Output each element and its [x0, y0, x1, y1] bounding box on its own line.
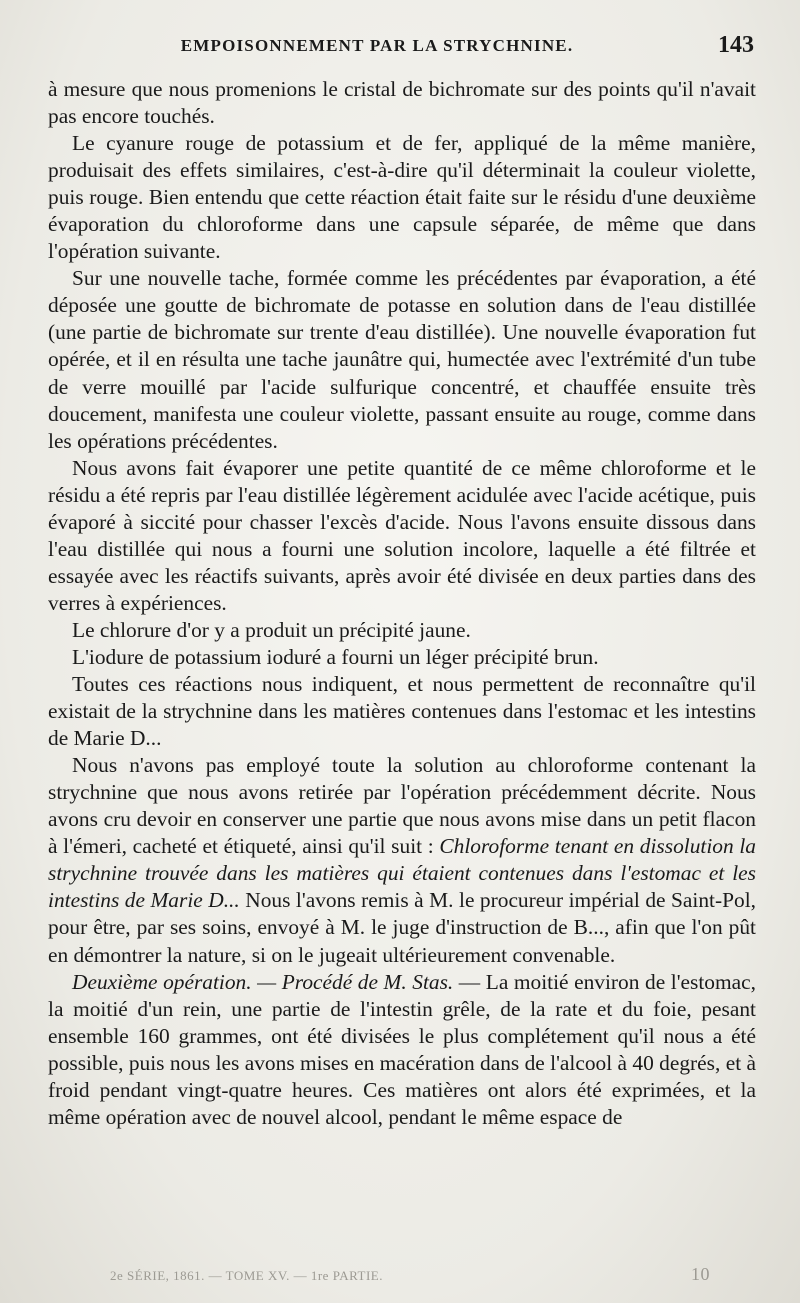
paragraph-8 — [48, 752, 756, 968]
paragraph-9-text: — La moitié environ de l'estomac, la moitié d'un rein, une partie de l'intestin grêle, de la rate et du foie, pesant ensemble 160 grammes, ont été divisées le plus complétement qu'il nous a été possible, puis nous les avons mises en macération dans de l'alcool à 40 degrés, et à froid pendant vingt-quatre heures. Ces matières ont alors été exprimées, et la même opération avec de nouvel alcool, pendant le même espace de — [48, 969, 756, 1129]
page-footer — [110, 1264, 710, 1284]
paragraph-5: Le chlorure d'or y a produit un précipité jaune. — [72, 617, 471, 642]
paragraph-2: Le cyanure rouge de potassium et de fer, appliqué de la même manière, produisait des effets similaires, c'est-à-dire qu'il déterminait la couleur violette, puis rouge. Bien entendu que cette réaction était faite sur le résidu d'une deuxième évaporation du chloroforme dans une capsule séparée, de même que dans l'opération suivante. — [48, 131, 756, 264]
paragraph-7: Toutes ces réactions nous indiquent, et nous permettent de reconnaître qu'il existait de la strychnine dans les matières contenues dans l'estomac et les intestins de Marie D... — [48, 672, 756, 751]
paragraph-6: L'iodure de potassium ioduré a fourni un léger précipité brun. — [72, 644, 599, 669]
page-header — [56, 34, 758, 64]
paragraph-1: à mesure que nous promenions le cristal de bichromate sur des points qu'il n'avait pas encore touchés. — [48, 77, 756, 129]
sheet-number: 10 — [691, 1264, 710, 1284]
printer-signature: 2e SÉRIE, 1861. — TOME XV. — 1re PARTIE. — [110, 1268, 383, 1283]
paragraph-3: Sur une nouvelle tache, formée comme les précédentes par évaporation, a été déposée une goutte de bichromate de potasse en solution dans de l'eau distillée (une partie de bichromate sur trente d'eau distillée). Une nouvelle évaporation fut opérée, et il en résulta une tache jaunâtre qui, humectée avec l'extrémité d'un tube de verre mouillé par l'acide sulfurique concentré, et chauffée ensuite très doucement, manifesta une couleur violette, passant ensuite au rouge, comme dans les opérations précédentes. — [48, 266, 756, 453]
paragraph-8-text: Nous n'avons pas employé toute la solution au chloroforme contenant la strychnine que nous avons retirée par l'opération précédemment décrite. Nous avons cru devoir en conserver une partie que nous avons mise dans un petit flacon à l'émeri, cacheté et étiqueté, ainsi qu'il suit : — [48, 753, 756, 859]
paragraph-9 — [48, 969, 756, 1131]
page-body — [48, 76, 756, 1131]
page-number: 143 — [718, 32, 754, 58]
label-quote: Chloroforme tenant en dissolution la strychnine trouvée dans les matières qui étaient contenues dans l'estomac et les intestins de Marie D... — [48, 834, 756, 913]
running-head: EMPOISONNEMENT PAR LA STRYCHNINE. — [180, 36, 574, 55]
paragraph-8-text-end: Nous l'avons remis à M. le procureur impérial de Saint-Pol, pour être, par ses soins, envoyé à M. le juge d'instruction de B..., afin que l'on pût en démontrer la nature, si on le jugeait ultérieurement convenable. — [48, 888, 756, 967]
paragraph-4: Nous avons fait évaporer une petite quantité de ce même chloroforme et le résidu a été repris par l'eau distillée légèrement acidulée avec l'acide acétique, puis évaporé à siccité pour chasser l'excès d'acide. Nous l'avons ensuite dissous dans l'eau distillée qui nous a fourni une solution incolore, laquelle a été filtrée et essayée avec les réactifs suivants, après avoir été divisée en deux parties dans des verres à expériences. — [48, 455, 756, 615]
section-heading: Deuxième opération. — Procédé de M. Stas. — [72, 969, 454, 994]
